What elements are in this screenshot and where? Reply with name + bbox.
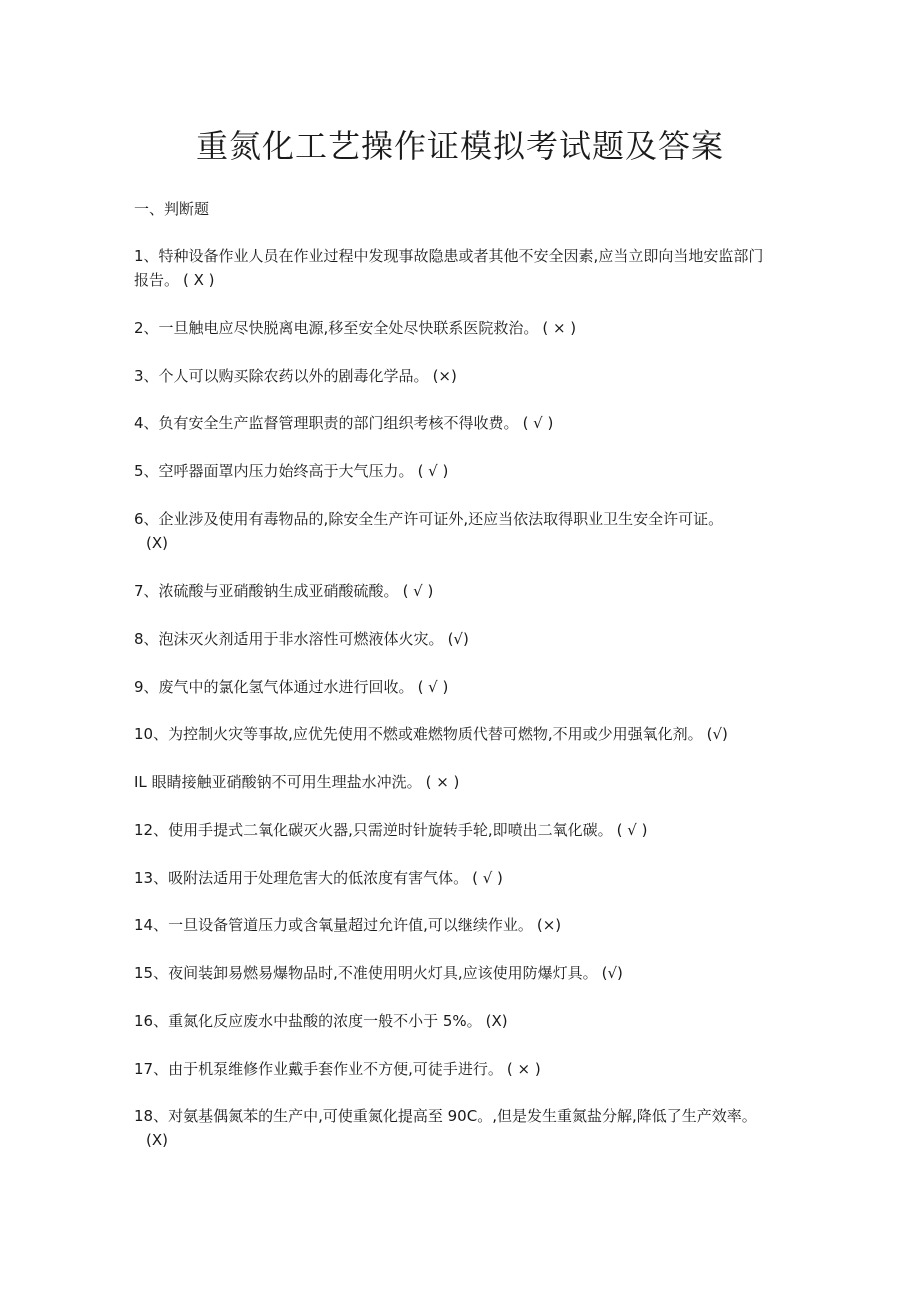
question-number: 15、: [134, 964, 169, 982]
question-item: [134, 244, 794, 292]
question-answer: ( √ ): [417, 678, 449, 696]
question-item: [134, 961, 794, 985]
question-item: [134, 411, 794, 435]
question-item: [134, 913, 794, 937]
question-item: [134, 1009, 794, 1033]
question-number: 18、: [134, 1107, 169, 1125]
question-item: [134, 770, 794, 794]
question-text: 企业涉及使用有毒物品的,除安全生产许可证外,还应当依法取得职业卫生安全许可证。: [158, 510, 724, 528]
question-text: 对氨基偶氮苯的生产中,可使重氮化提高至 90C。,但是发生重氮盐分解,降低了生产效率。: [168, 1107, 757, 1125]
question-number: 10、: [134, 725, 169, 743]
question-answer: ( √ ): [616, 821, 648, 839]
question-answer: ( × ): [542, 319, 577, 337]
question-number: 3、: [134, 367, 159, 385]
question-item: [134, 722, 794, 746]
question-text: 废气中的氯化氢气体通过水进行回收。: [158, 678, 414, 696]
question-text-line2: 报告。: [134, 271, 180, 289]
question-answer: ( X ): [183, 271, 215, 289]
question-item: [134, 627, 794, 651]
question-item: [134, 818, 794, 842]
question-answer: (X): [146, 534, 168, 552]
question-number: 6、: [134, 510, 159, 528]
question-number: 17、: [134, 1060, 169, 1078]
question-text: 泡沫灭火剂适用于非水溶性可燃液体火灾。: [158, 630, 444, 648]
question-text: 眼睛接触亚硝酸钠不可用生理盐水冲洗。: [151, 773, 422, 791]
question-number: 12、: [134, 821, 169, 839]
question-number: 13、: [134, 869, 169, 887]
question-item: [134, 364, 794, 388]
question-text: 浓硫酸与亚硝酸钠生成亚硝酸硫酸。: [158, 582, 399, 600]
question-item: [134, 1057, 794, 1081]
question-number: 9、: [134, 678, 159, 696]
page-title: 重氮化工艺操作证模拟考试题及答案: [195, 127, 724, 165]
question-item: [134, 675, 794, 699]
question-answer-line: [134, 1128, 794, 1152]
question-number: 2、: [134, 319, 159, 337]
question-answer: (√): [706, 725, 728, 743]
question-text: 由于机泵维修作业戴手套作业不方便,可徒手进行。: [168, 1060, 503, 1078]
question-text: 为控制火灾等事故,应优先使用不燃或难燃物质代替可燃物,不用或少用强氧化剂。: [168, 725, 703, 743]
question-answer: (√): [447, 630, 469, 648]
question-text: 个人可以购买除农药以外的剧毒化学品。: [158, 367, 429, 385]
question-text: 负有安全生产监督管理职责的部门组织考核不得收费。: [158, 414, 519, 432]
question-number: 14、: [134, 916, 169, 934]
question-text: 夜间装卸易燃易爆物品时,不准使用明火灯具,应该使用防爆灯具。: [168, 964, 598, 982]
question-item: [134, 507, 794, 555]
section-heading: 一、判断题: [134, 200, 210, 218]
question-answer: ( √ ): [417, 462, 449, 480]
question-text: 使用手提式二氧化碳灭火器,只需逆时针旋转手轮,即喷出二氧化碳。: [168, 821, 613, 839]
question-text: 空呼器面罩内压力始终高于大气压力。: [158, 462, 414, 480]
question-item: [134, 579, 794, 603]
question-number: 16、: [134, 1012, 169, 1030]
question-text: 吸附法适用于处理危害大的低浓度有害气体。: [168, 869, 469, 887]
question-answer: (×): [536, 916, 562, 934]
question-answer: ( × ): [506, 1060, 541, 1078]
question-answer: (√): [601, 964, 623, 982]
question-answer: (×): [432, 367, 457, 385]
question-answer: ( √ ): [522, 414, 554, 432]
question-item: [134, 316, 794, 340]
question-item: [134, 866, 794, 890]
question-text: 一旦设备管道压力或含氧量超过允许值,可以继续作业。: [168, 916, 533, 934]
question-text: 重氮化反应废水中盐酸的浓度一般不小于 5%。: [168, 1012, 482, 1030]
question-number: 8、: [134, 630, 159, 648]
question-number: IL: [134, 773, 152, 791]
question-answer-line: [134, 531, 794, 555]
question-number: 5、: [134, 462, 159, 480]
question-text: 一旦触电应尽快脱离电源,移至安全处尽快联系医院救治。: [158, 319, 539, 337]
question-number: 4、: [134, 414, 159, 432]
question-text-continued: [134, 268, 794, 292]
question-answer: ( √ ): [472, 869, 503, 887]
question-number: 1、: [134, 247, 159, 265]
question-answer: ( √ ): [402, 582, 434, 600]
question-number: 7、: [134, 582, 159, 600]
question-answer: (X): [146, 1131, 168, 1149]
question-answer: (X): [485, 1012, 508, 1030]
question-item: [134, 459, 794, 483]
question-text: 特种设备作业人员在作业过程中发现事故隐患或者其他不安全因素,应当立即向当地安监部门: [158, 247, 764, 265]
question-answer: ( × ): [425, 773, 460, 791]
question-item: [134, 1104, 794, 1152]
